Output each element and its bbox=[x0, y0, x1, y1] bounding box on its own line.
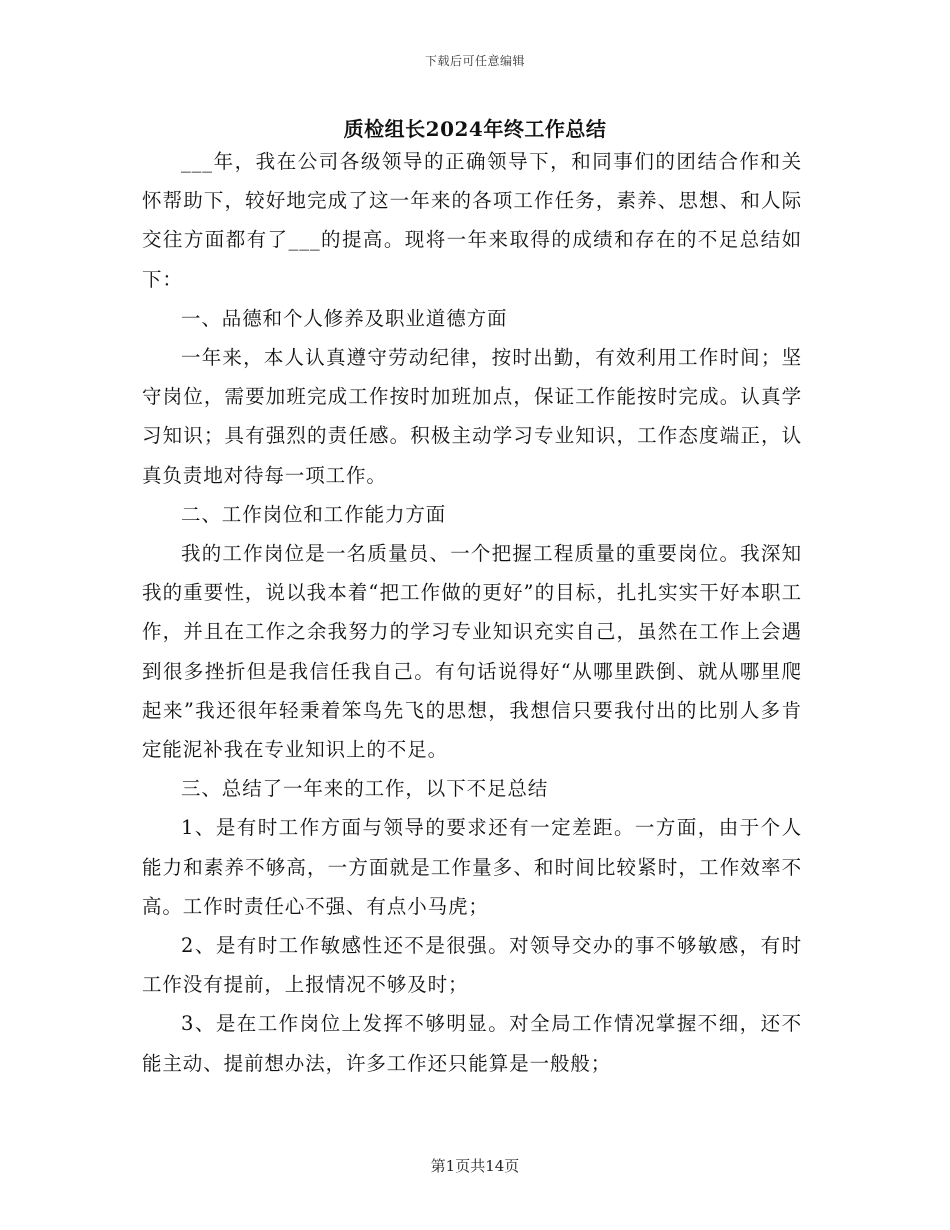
paragraph-section-2: 我的工作岗位是一名质量员、一个把握工程质量的重要岗位。我深知我的重要性，说以我本着“把工作做的更好”的目标，扎扎实实干好本职工作，并且在工作之余我努力的学习专业知识充实自己，虽然在工作上会遇到很多挫折但是我信任我自己。有句话说得好“从哪里跌倒、就从哪里爬起来”我还很年轻秉着笨鸟先飞的思想，我想信只要我付出的比别人多肯定能泥补我在专业知识上的不足。 bbox=[142, 542, 802, 762]
list-item-3: 3、是在工作岗位上发挥不够明显。对全局工作情况掌握不细，还不能主动、提前想办法，许多工作还只能算是一般般； bbox=[142, 1012, 802, 1075]
document-body bbox=[142, 142, 802, 1083]
document-title: 质检组长2024年终工作总结 bbox=[343, 117, 607, 141]
section-heading-2: 二、工作岗位和工作能力方面 bbox=[181, 502, 447, 526]
list-item-2: 2、是有时工作敏感性还不是很强。对领导交办的事不够敏感，有时工作没有提前，上报情况不够及时； bbox=[142, 934, 802, 997]
header-note: 下载后可任意编辑 bbox=[424, 54, 525, 68]
list-item-1: 1、是有时工作方面与领导的要求还有一定差距。一方面，由于个人能力和素养不够高，一方面就是工作量多、和时间比较紧时，工作效率不高。工作时责任心不强、有点小马虎； bbox=[142, 816, 802, 918]
page-indicator: 第1页共14页 bbox=[430, 1157, 520, 1175]
paragraph-intro: ___年，我在公司各级领导的正确领导下，和同事们的团结合作和关怀帮助下，较好地完成了这一年来的各项工作任务，素养、思想、和人际交往方面都有了___的提高。现将一年来取得的成绩和存在的不足总结如下： bbox=[142, 150, 802, 291]
paragraph-section-1: 一年来，本人认真遵守劳动纪律，按时出勤，有效利用工作时间；坚守岗位，需要加班完成工作按时加班加点，保证工作能按时完成。认真学习知识；具有强烈的责任感。积极主动学习专业知识，工作态度端正，认真负责地对待每一项工作。 bbox=[142, 346, 802, 487]
section-heading-3: 三、总结了一年来的工作，以下不足总结 bbox=[181, 777, 549, 801]
section-heading-1: 一、品德和个人修养及职业道德方面 bbox=[181, 306, 508, 330]
